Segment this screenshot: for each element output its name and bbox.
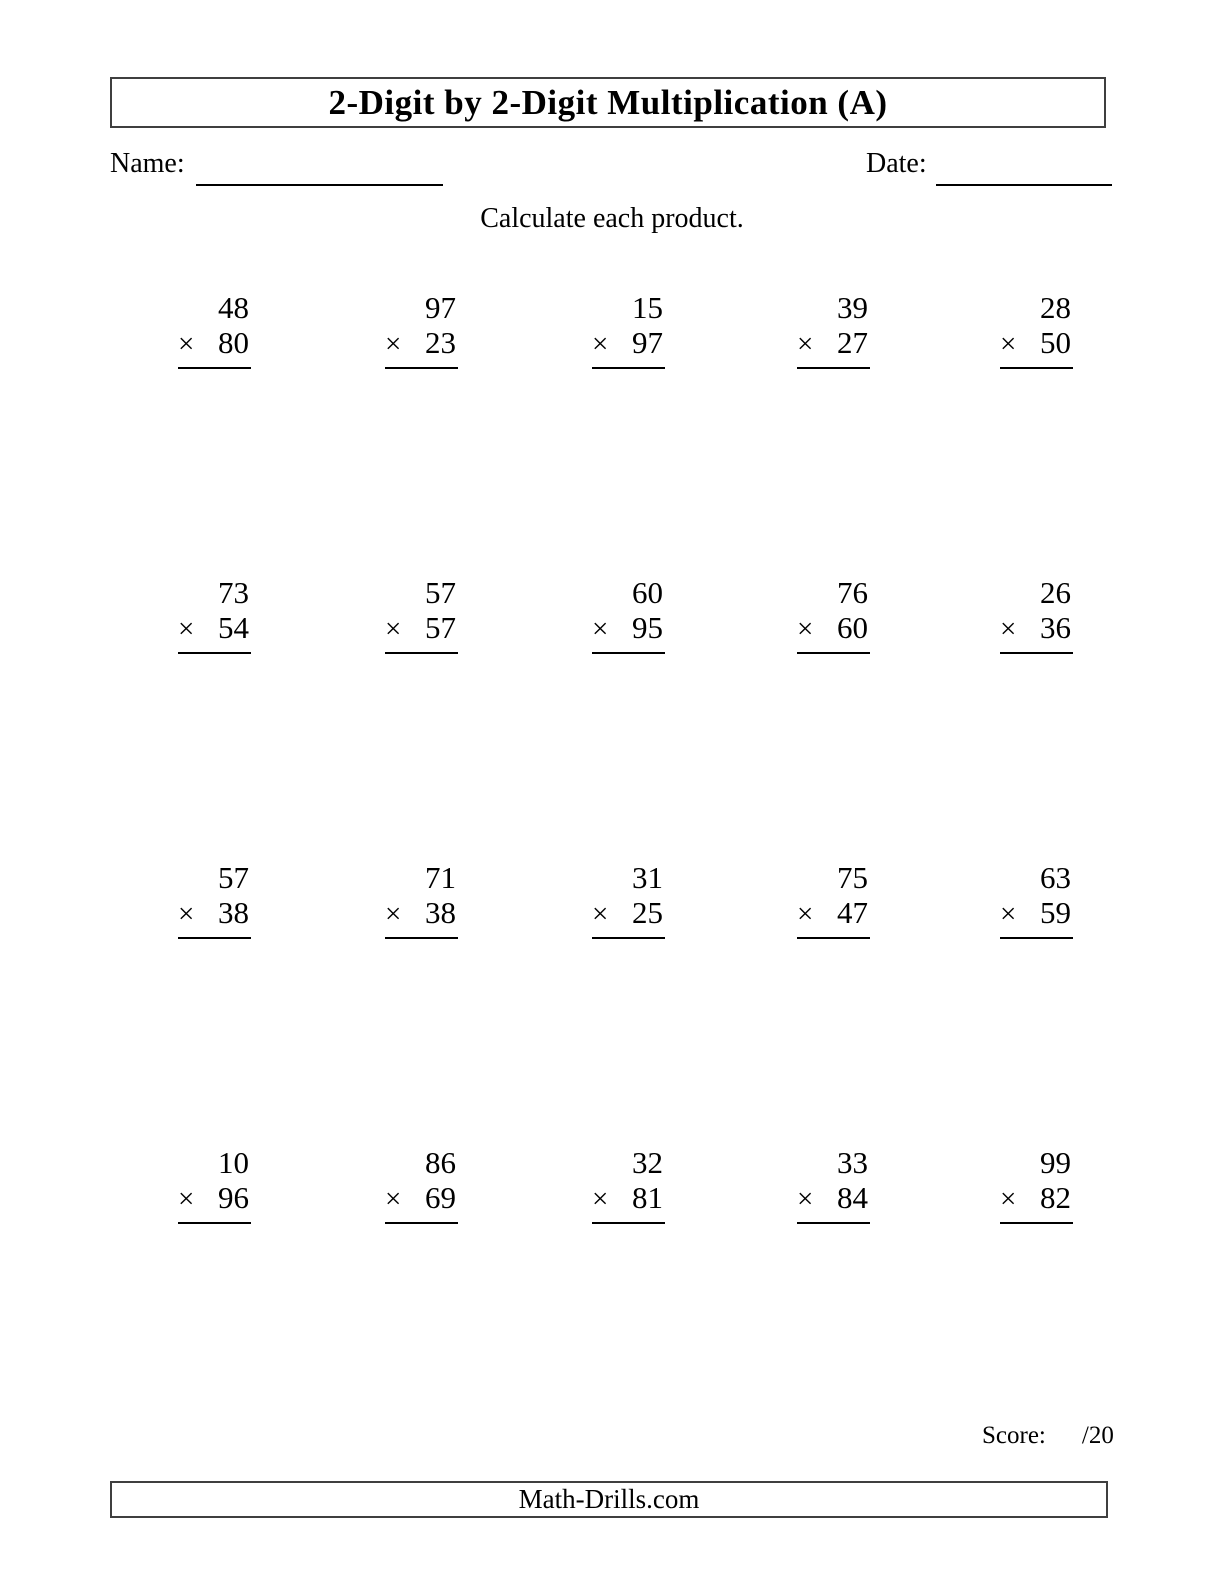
- multiply-icon: ×: [592, 898, 609, 930]
- site-name: Math-Drills.com: [518, 1484, 700, 1514]
- multiply-icon: ×: [385, 613, 402, 645]
- multiplicand: 57: [425, 575, 456, 610]
- worksheet-title: 2-Digit by 2-Digit Multiplication (A): [328, 82, 888, 122]
- multiply-icon: ×: [797, 898, 814, 930]
- multiplicand: 73: [218, 575, 249, 610]
- problem-18: [592, 1145, 665, 1224]
- title-box: [110, 77, 1106, 128]
- date-label: Date:: [866, 148, 927, 179]
- multiplicand: 71: [425, 860, 456, 895]
- multiplicand: 28: [1040, 290, 1071, 325]
- name-blank-line: [196, 184, 443, 186]
- multiplier: 57: [425, 610, 456, 645]
- multiplicand: 31: [632, 860, 663, 895]
- multiply-icon: ×: [592, 328, 609, 360]
- problem-19: [797, 1145, 870, 1224]
- multiplier-row: [797, 610, 870, 654]
- multiplier: 96: [218, 1180, 249, 1215]
- multiplier: 81: [632, 1180, 663, 1215]
- multiply-icon: ×: [385, 898, 402, 930]
- multiplier-row: [592, 1180, 665, 1224]
- problem-17: [385, 1145, 458, 1224]
- multiplicand: 75: [837, 860, 868, 895]
- multiply-icon: ×: [178, 613, 195, 645]
- multiplier-row: [385, 610, 458, 654]
- multiplier: 95: [632, 610, 663, 645]
- problem-9: [797, 575, 870, 654]
- multiply-icon: ×: [1000, 898, 1017, 930]
- problem-8: [592, 575, 665, 654]
- problem-12: [385, 860, 458, 939]
- multiplier-row: [592, 895, 665, 939]
- multiplier: 47: [837, 895, 868, 930]
- problem-6: [178, 575, 251, 654]
- problem-5: [1000, 290, 1073, 369]
- multiply-icon: ×: [1000, 1183, 1017, 1215]
- multiplier-row: [797, 325, 870, 369]
- multiply-icon: ×: [178, 1183, 195, 1215]
- multiplier: 54: [218, 610, 249, 645]
- multiply-icon: ×: [178, 328, 195, 360]
- multiplier-row: [797, 895, 870, 939]
- multiplier: 97: [632, 325, 663, 360]
- multiplier-row: [385, 1180, 458, 1224]
- multiplier-row: [592, 325, 665, 369]
- multiplier-row: [385, 325, 458, 369]
- multiplicand: 86: [425, 1145, 456, 1180]
- multiplier: 50: [1040, 325, 1071, 360]
- name-label: Name:: [110, 148, 185, 179]
- multiplicand: 26: [1040, 575, 1071, 610]
- multiplier: 27: [837, 325, 868, 360]
- multiplier-row: [385, 895, 458, 939]
- multiply-icon: ×: [797, 613, 814, 645]
- multiplier: 25: [632, 895, 663, 930]
- multiplier: 60: [837, 610, 868, 645]
- multiplicand: 97: [425, 290, 456, 325]
- multiplier: 38: [218, 895, 249, 930]
- problem-11: [178, 860, 251, 939]
- problem-15: [1000, 860, 1073, 939]
- problem-13: [592, 860, 665, 939]
- multiply-icon: ×: [797, 1183, 814, 1215]
- score-total: /20: [1081, 1422, 1114, 1449]
- problem-20: [1000, 1145, 1073, 1224]
- problem-1: [178, 290, 251, 369]
- multiplier-row: [178, 1180, 251, 1224]
- multiplicand: 15: [632, 290, 663, 325]
- multiply-icon: ×: [178, 898, 195, 930]
- multiplier-row: [178, 325, 251, 369]
- multiply-icon: ×: [385, 328, 402, 360]
- multiplier: 23: [425, 325, 456, 360]
- multiply-icon: ×: [592, 1183, 609, 1215]
- problem-14: [797, 860, 870, 939]
- multiplicand: 48: [218, 290, 249, 325]
- problem-7: [385, 575, 458, 654]
- problem-10: [1000, 575, 1073, 654]
- multiplicand: 33: [837, 1145, 868, 1180]
- multiply-icon: ×: [385, 1183, 402, 1215]
- multiplicand: 10: [218, 1145, 249, 1180]
- multiplicand: 99: [1040, 1145, 1071, 1180]
- multiplicand: 63: [1040, 860, 1071, 895]
- multiplicand: 57: [218, 860, 249, 895]
- multiplier-row: [178, 610, 251, 654]
- multiply-icon: ×: [797, 328, 814, 360]
- multiplicand: 32: [632, 1145, 663, 1180]
- multiplier: 36: [1040, 610, 1071, 645]
- problem-2: [385, 290, 458, 369]
- multiplier-row: [592, 610, 665, 654]
- multiplier-row: [1000, 1180, 1073, 1224]
- footer-box: [110, 1481, 1108, 1518]
- multiplier-row: [178, 895, 251, 939]
- multiplier: 82: [1040, 1180, 1071, 1215]
- multiply-icon: ×: [1000, 613, 1017, 645]
- multiplier: 80: [218, 325, 249, 360]
- multiply-icon: ×: [592, 613, 609, 645]
- score-label: Score:: [982, 1422, 1046, 1449]
- multiplier: 59: [1040, 895, 1071, 930]
- multiplier-row: [1000, 325, 1073, 369]
- multiplier: 84: [837, 1180, 868, 1215]
- problem-4: [797, 290, 870, 369]
- score-row: [982, 1422, 1114, 1450]
- multiply-icon: ×: [1000, 328, 1017, 360]
- problem-16: [178, 1145, 251, 1224]
- score-blank: [1046, 1422, 1082, 1450]
- multiplicand: 60: [632, 575, 663, 610]
- date-blank-line: [936, 184, 1112, 186]
- multiplicand: 76: [837, 575, 868, 610]
- multiplier: 69: [425, 1180, 456, 1215]
- multiplicand: 39: [837, 290, 868, 325]
- multiplier-row: [1000, 610, 1073, 654]
- problem-3: [592, 290, 665, 369]
- multiplier-row: [1000, 895, 1073, 939]
- multiplier: 38: [425, 895, 456, 930]
- multiplier-row: [797, 1180, 870, 1224]
- instruction-text: Calculate each product.: [480, 203, 744, 234]
